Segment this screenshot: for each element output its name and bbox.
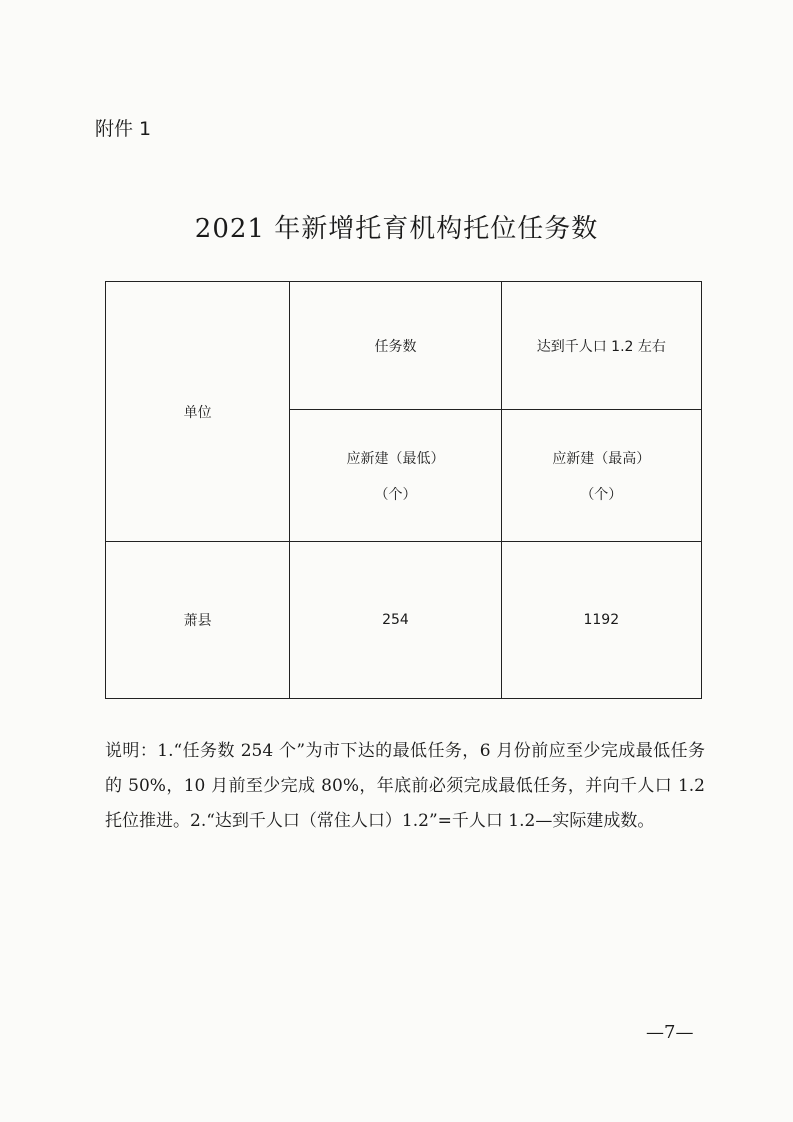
page-title: 2021 年新增托育机构托位任务数 bbox=[194, 214, 599, 244]
header-task-count: 任务数 bbox=[290, 282, 501, 410]
task-table bbox=[105, 281, 702, 699]
cell-max: 1192 bbox=[501, 542, 701, 699]
header-target: 达到千人口 1.2 左右 bbox=[501, 282, 701, 410]
header-max-build-line1: 应新建（最高） bbox=[552, 450, 651, 467]
attachment-label: 附件 1 bbox=[95, 118, 152, 140]
table-row bbox=[106, 542, 702, 699]
header-min-build-line2: （个） bbox=[374, 486, 417, 503]
header-max-build-line2: （个） bbox=[580, 486, 623, 503]
cell-min: 254 bbox=[290, 542, 501, 699]
header-min-build bbox=[290, 410, 501, 542]
page-number: —7— bbox=[646, 1022, 694, 1043]
header-min-build-line1: 应新建（最低） bbox=[346, 450, 445, 467]
explanation-note: 说明：1.“任务数 254 个”为市下达的最低任务，6 月份前应至少完成最低任务的 50%，10 月前至少完成 80%，年底前必须完成最低任务，并向千人口 1.2 托位推进。2.“达到千人口（常住人口）1.2”=千人口 1.2—实际建成数。 bbox=[105, 741, 705, 831]
header-max-build bbox=[501, 410, 701, 542]
cell-unit: 萧县 bbox=[106, 542, 290, 699]
header-unit: 单位 bbox=[106, 282, 290, 542]
